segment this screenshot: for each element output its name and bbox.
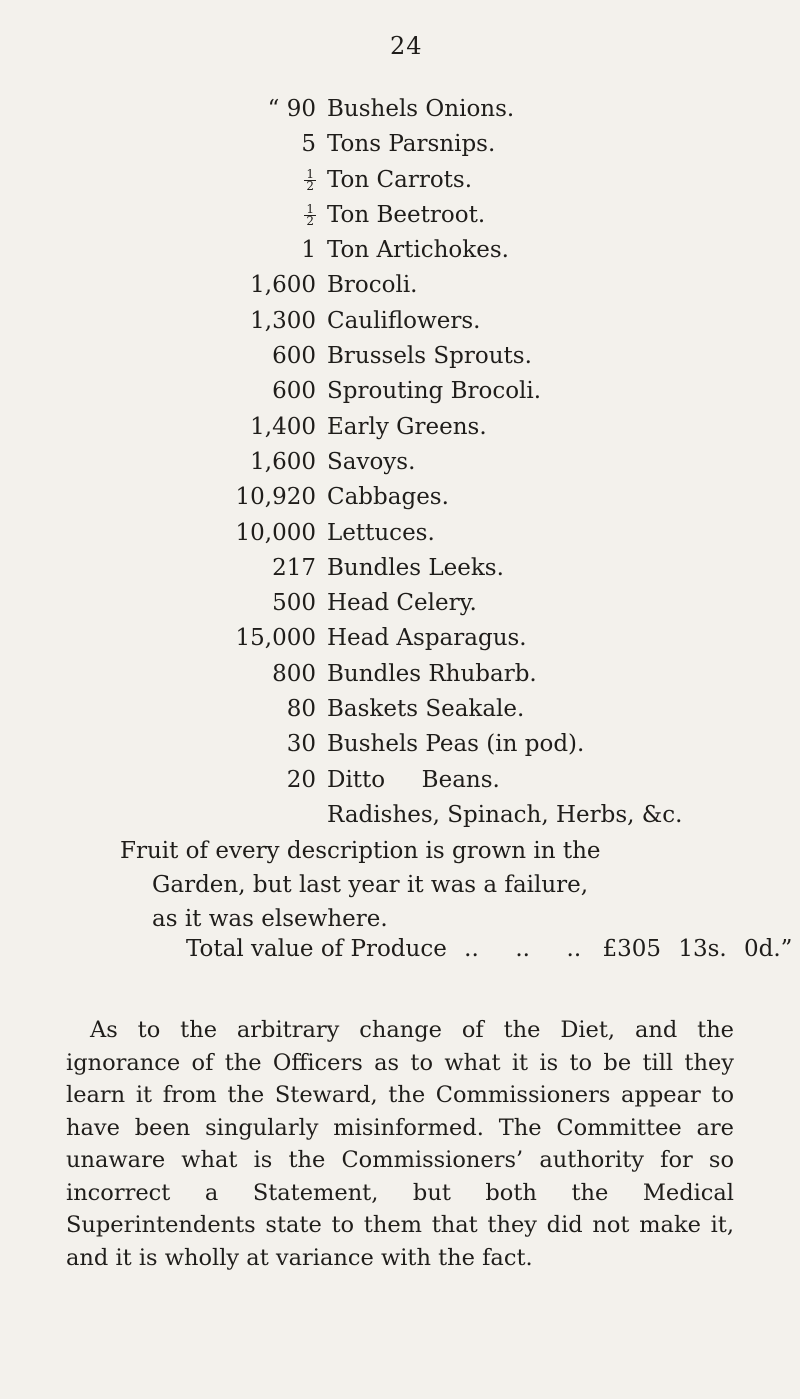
item-name: Early Greens. bbox=[327, 413, 487, 440]
list-item bbox=[0, 586, 800, 621]
item-name: Bushels Peas (in pod). bbox=[327, 731, 585, 758]
list-item bbox=[0, 339, 800, 374]
dot-leaders: .. .. .. bbox=[464, 936, 582, 962]
quantity: 15,000 bbox=[235, 625, 316, 652]
item-name: Sprouting Brocoli. bbox=[327, 378, 542, 405]
item-name: Ton Carrots. bbox=[327, 166, 473, 193]
fruit-line: as it was elsewhere. bbox=[152, 906, 388, 932]
item-name: Brussels Sprouts. bbox=[327, 343, 532, 370]
list-item bbox=[0, 198, 800, 233]
quantity: 1,600 bbox=[250, 448, 316, 475]
item-name: Radishes, Spinach, Herbs, &c. bbox=[327, 801, 683, 828]
list-item bbox=[0, 480, 800, 515]
item-name: Head Asparagus. bbox=[327, 625, 527, 652]
quantity bbox=[304, 198, 316, 233]
quantity: 1,300 bbox=[250, 307, 316, 334]
quantity: 800 bbox=[272, 660, 316, 687]
quantity: 20 bbox=[286, 766, 316, 793]
quantity: 600 bbox=[272, 343, 316, 370]
list-item bbox=[0, 692, 800, 727]
item-name: Cauliflowers. bbox=[327, 307, 481, 334]
list-item bbox=[0, 304, 800, 339]
list-item bbox=[0, 551, 800, 586]
total-pounds: £305 bbox=[602, 936, 661, 962]
fruit-line: Garden, but last year it was a failure, bbox=[152, 872, 589, 898]
fraction-numerator: 1 bbox=[306, 167, 314, 182]
item-name: Lettuces. bbox=[327, 519, 435, 546]
quantity bbox=[304, 163, 316, 198]
item-name: Ton Beetroot. bbox=[327, 201, 486, 228]
item-name: Cabbages. bbox=[327, 484, 449, 511]
list-item bbox=[0, 127, 800, 162]
list-item bbox=[0, 374, 800, 409]
total-row bbox=[186, 936, 800, 962]
list-item bbox=[0, 163, 800, 198]
list-item bbox=[0, 516, 800, 551]
list-item bbox=[0, 657, 800, 692]
list-item bbox=[0, 621, 800, 656]
quantity: 600 bbox=[272, 378, 316, 405]
list-item bbox=[0, 410, 800, 445]
total-label: Total value of Produce bbox=[186, 936, 447, 962]
fraction-numerator: 1 bbox=[306, 202, 314, 217]
item-name: Bundles Leeks. bbox=[327, 554, 504, 581]
item-name: Tons Parsnips. bbox=[327, 131, 496, 158]
list-item bbox=[0, 92, 800, 127]
quantity: 30 bbox=[286, 731, 316, 758]
fraction bbox=[304, 169, 316, 192]
quantity: 1 bbox=[301, 237, 316, 264]
list-item bbox=[0, 445, 800, 480]
list-item bbox=[0, 727, 800, 762]
item-name: Bushels Onions. bbox=[327, 96, 515, 122]
quantity: 1,400 bbox=[250, 413, 316, 440]
quantity: “ 90 bbox=[268, 92, 316, 127]
body-paragraph: As to the arbitrary change of the Diet, and the ignorance of the Officers as to what it is to be till they learn it from the Steward, the Commissioners appear to have been singularly misinformed. The Committee are unaware what is the Commissioners’ authority for so incorrect a Statement, but both the Medical Superintendents state to them that they did not make it, and it is wholly at variance with the fact. bbox=[66, 1017, 734, 1271]
list-item bbox=[0, 268, 800, 303]
quantity: 80 bbox=[286, 696, 316, 723]
item-name: Brocoli. bbox=[327, 272, 418, 299]
item-name: Bundles Rhubarb. bbox=[327, 660, 537, 687]
page-number: 24 bbox=[390, 32, 423, 60]
item-name: Head Celery. bbox=[327, 590, 477, 617]
fruit-line: Fruit of every description is grown in the bbox=[120, 838, 601, 864]
list-item bbox=[0, 763, 800, 798]
quantity: 500 bbox=[272, 590, 316, 617]
item-name: Savoys. bbox=[327, 448, 416, 475]
item-name: Ditto Beans. bbox=[327, 766, 500, 793]
quantity: 217 bbox=[272, 554, 316, 581]
list-item bbox=[0, 233, 800, 268]
produce-list bbox=[0, 92, 800, 833]
item-name: Baskets Seakale. bbox=[327, 696, 525, 723]
fraction-denominator: 2 bbox=[306, 214, 314, 229]
fraction bbox=[304, 204, 316, 227]
quantity: 5 bbox=[301, 131, 316, 158]
list-item bbox=[0, 798, 800, 833]
total-shillings: 13s. bbox=[678, 936, 727, 962]
fraction-denominator: 2 bbox=[306, 179, 314, 194]
quantity: 10,000 bbox=[235, 519, 316, 546]
item-name: Ton Artichokes. bbox=[327, 237, 509, 264]
quantity: 10,920 bbox=[235, 484, 316, 511]
total-pence: 0d.” bbox=[744, 936, 793, 962]
quantity: 1,600 bbox=[250, 272, 316, 299]
